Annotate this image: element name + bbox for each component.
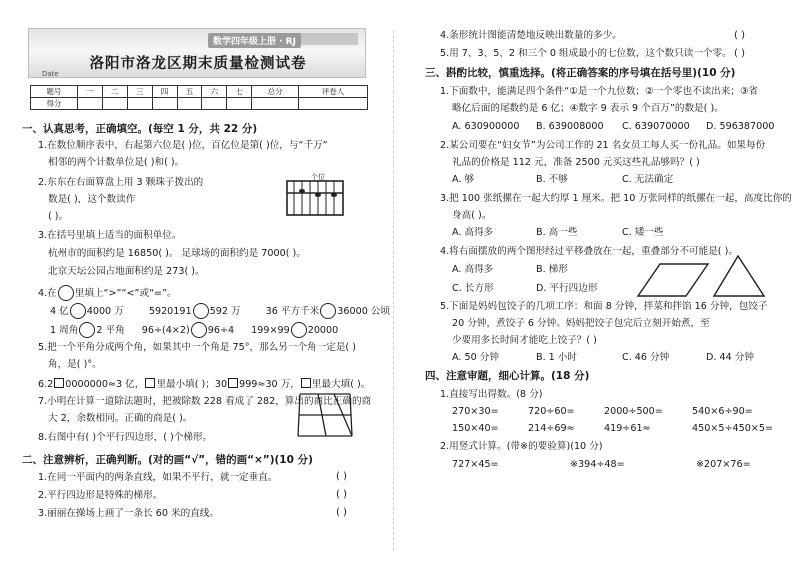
- judge-item-2: 2.平行四边形是特殊的梯形。: [38, 490, 163, 501]
- score-table: [30, 85, 368, 110]
- score-cell: 六: [202, 86, 227, 98]
- oral-calc-item: 419÷61≈: [604, 423, 651, 434]
- question-text: 把一个平角分成两个角，如果其中一个角是 75°，那么另一个角一定是( ): [47, 342, 356, 353]
- choice-q3-option-c[interactable]: C. 矮一些: [622, 227, 664, 238]
- question-number: 7.: [38, 396, 48, 407]
- vertical-calc-item: ※207×76=: [696, 459, 751, 470]
- choice-q4: 4.将右面摆放的两个图形经过平移叠放在一起，重叠部分不可能是( )。: [440, 246, 738, 257]
- question-number: 8.: [38, 432, 48, 443]
- compare-circle-icon[interactable]: [320, 303, 336, 319]
- question-number: 1.: [38, 140, 48, 151]
- exam-title: 洛阳市洛龙区期末质量检测试卷: [89, 56, 307, 72]
- judge-answer-4[interactable]: ( ): [734, 30, 745, 41]
- question-text: 在数位顺序表中，右起第六位是( )位，百亿位是第( )位，与“千万”: [47, 140, 328, 151]
- q1-2-line3: ( )。: [48, 211, 69, 222]
- score-input-cell[interactable]: [299, 98, 368, 110]
- choice-q1-option-c[interactable]: C. 639070000: [622, 121, 690, 132]
- score-cell: 题号: [31, 86, 78, 98]
- date-label: Date: [42, 70, 59, 78]
- choice-q5-option-b[interactable]: B. 1 小时: [536, 352, 578, 363]
- score-input-cell[interactable]: [152, 98, 177, 110]
- calc-q2: 2.用竖式计算。(带※的要验算)(10 分): [440, 441, 603, 452]
- column-divider: [393, 30, 394, 550]
- q1-2: [38, 177, 203, 189]
- question-number: 2.: [38, 177, 48, 188]
- choice-q1: 1.下面数中，能满足四个条件“①是一个九位数；②一个零也不读出来；③省: [440, 86, 759, 97]
- choice-q1-option-a[interactable]: A. 630900000: [452, 121, 520, 132]
- choice-q2-option-a[interactable]: A. 够: [452, 174, 475, 185]
- q1-7-line2: 大 2，余数相同。正确的商是( )。: [48, 413, 193, 424]
- compare-circle-icon: [58, 285, 74, 301]
- score-cell: 一: [77, 86, 102, 98]
- choice-q1-line2: 略亿后面的尾数约是 6 亿；④数字 9 表示 9 个百万”的数是( )。: [452, 103, 724, 114]
- abacus-units-label: 个位: [311, 173, 325, 181]
- compare-circle-icon[interactable]: [193, 303, 209, 319]
- shapes-figure: [630, 252, 770, 300]
- choice-q4-option-a[interactable]: A. 高得多: [452, 264, 494, 275]
- choice-q2-line2: 礼品的价格是 112 元，准备 2500 元买这些礼品够吗？( ): [452, 157, 700, 168]
- choice-q5-option-c[interactable]: C. 46 分钟: [622, 352, 670, 363]
- choice-q4-option-c[interactable]: C. 长方形: [452, 283, 494, 294]
- judge-item-3: 3.丽丽在操场上画了一条长 60 米的直线。: [38, 508, 219, 519]
- q1-1: [38, 140, 328, 152]
- judge-item-1: 1.在同一平面内的两条直线，如果不平行，就一定垂直。: [38, 472, 278, 483]
- choice-q3-option-b[interactable]: B. 高一些: [536, 227, 578, 238]
- vertical-calc-item: ※394÷48=: [570, 459, 625, 470]
- score-cell: 三: [127, 86, 152, 98]
- score-table-score-row: [31, 98, 368, 110]
- edition-tag: 数学四年级上册 · RJ: [208, 33, 301, 48]
- q1-2-line2: 数是( )，这个数读作: [48, 194, 136, 205]
- q1-4: 4.在 里填上“>”“<”或“=”。: [38, 285, 177, 301]
- question-text: 东东在右面算盘上用 3 颗珠子拨出的: [47, 177, 204, 188]
- section1-title: 一、认真思考，正确填空。(每空 1 分，共 22 分): [22, 123, 258, 135]
- choice-q2: 2.某公司要在“妇女节”为公司工作的 21 名女员工每人买一份礼品。如果每份: [440, 140, 766, 151]
- blank-box-icon[interactable]: [228, 378, 238, 388]
- judge-item-4: 4.条形统计图能清楚地反映出数量的多少。: [440, 30, 622, 41]
- oral-calc-item: 150×40=: [452, 423, 499, 434]
- q1-4-row2: 1 周角 2 平角 96÷(4×2) 96÷4 199×99 20000: [50, 322, 338, 339]
- compare-circle-icon[interactable]: [79, 322, 95, 338]
- choice-q4-option-d[interactable]: D. 平行四边形: [536, 283, 598, 294]
- judge-answer-2[interactable]: ( ): [336, 489, 347, 500]
- score-cell: 四: [152, 86, 177, 98]
- score-input-cell[interactable]: [202, 98, 227, 110]
- judge-answer-3[interactable]: ( ): [336, 507, 347, 518]
- score-cell: 七: [227, 86, 252, 98]
- question-number: 6.: [38, 379, 48, 390]
- choice-q5: 5.下面是妈妈包饺子的几项工序：和面 8 分钟，拌菜和拌馅 16 分钟，包饺子: [440, 301, 768, 312]
- judge-answer-5[interactable]: ( ): [734, 48, 745, 59]
- question-number: 5.: [38, 342, 48, 353]
- q1-5: [38, 342, 356, 354]
- q1-4-row1: 4 亿 4000 万 5920191 592 万 36 平方千米 36000 公顷: [50, 303, 390, 320]
- score-cell: 五: [177, 86, 202, 98]
- score-input-cell[interactable]: [77, 98, 102, 110]
- q1-3-line3: 北京天坛公园占地面积约是 273( )。: [48, 266, 205, 277]
- choice-q2-option-b[interactable]: B. 不够: [536, 174, 568, 185]
- score-table-header-row: [31, 86, 368, 98]
- q1-8: [38, 432, 212, 444]
- score-input-cell[interactable]: [177, 98, 202, 110]
- choice-q3: 3.把 100 张纸摞在一起大约厚 1 厘米。把 10 万张同样的纸摞在一起，高度比你的: [440, 193, 792, 204]
- blank-box-icon: [301, 378, 311, 388]
- blank-box-icon[interactable]: [54, 378, 64, 388]
- oral-calc-item: 540×6÷90=: [692, 406, 753, 417]
- oral-calc-item: 214÷69≈: [528, 423, 575, 434]
- edition-tag-smudge: [296, 33, 358, 45]
- score-input-cell[interactable]: [252, 98, 299, 110]
- q1-3-line2: 杭州市的面积约是 16850( )。 足球场的面积约是 7000( )。: [48, 248, 306, 259]
- score-cell: 二: [102, 86, 127, 98]
- blank-box-icon: [145, 378, 155, 388]
- question-text: 右图中有( )个平行四边形，( )个梯形。: [47, 432, 213, 443]
- oral-calc-item: 2000÷500=: [604, 406, 663, 417]
- score-cell: 评卷人: [299, 86, 368, 98]
- judge-answer-1[interactable]: ( ): [336, 471, 347, 482]
- section2-title: 二、注意辨析，正确判断。(对的画“√”，错的画“×”)(10 分): [22, 454, 313, 466]
- q1-1-line2: 相邻的两个计数单位是( )和( )。: [48, 157, 185, 168]
- abacus-figure: [286, 180, 344, 216]
- choice-q1-option-b[interactable]: B. 639008000: [536, 121, 604, 132]
- q1-3: [38, 230, 181, 242]
- score-input-cell[interactable]: [127, 98, 152, 110]
- question-text: 小明在计算一道除法题时，把被除数 228 看成了 282，算出的商比正确的商: [47, 396, 372, 407]
- vertical-calc-item: 727×45=: [452, 459, 499, 470]
- compare-circle-icon[interactable]: [291, 322, 307, 338]
- choice-q5-option-a[interactable]: A. 50 分钟: [452, 352, 499, 363]
- choice-q5-option-d[interactable]: D. 44 分钟: [706, 352, 754, 363]
- oral-calc-item: 720÷60=: [528, 406, 575, 417]
- parallelogram-trapezoid-figure: [296, 390, 354, 440]
- compare-circle-icon[interactable]: [70, 303, 86, 319]
- compare-circle-icon[interactable]: [191, 322, 207, 338]
- score-cell: 得分: [31, 98, 78, 110]
- choice-q2-option-c[interactable]: C. 无法确定: [622, 174, 674, 185]
- choice-q5-line2: 20 分钟，煮饺子 6 分钟。妈妈把饺子包完后立刻开始煮，至: [452, 318, 710, 329]
- oral-calc-item: 270×30=: [452, 406, 499, 417]
- score-cell: 总分: [252, 86, 299, 98]
- q1-5-line2: 角，是( )°。: [48, 359, 102, 370]
- choice-q3-line2: 身高( )。: [452, 210, 492, 221]
- section3-title: 三、斟酌比较，慎重选择。(将正确答案的序号填在括号里)(10 分): [425, 67, 736, 79]
- oral-calc-item: 450×5÷450×5=: [692, 423, 773, 434]
- choice-q4-option-b[interactable]: B. 梯形: [536, 264, 568, 275]
- score-input-cell[interactable]: [102, 98, 127, 110]
- score-input-cell[interactable]: [227, 98, 252, 110]
- choice-q5-line3: 少要用多长时间才能吃上饺子？( ): [452, 335, 597, 346]
- choice-q3-option-a[interactable]: A. 高得多: [452, 227, 494, 238]
- section4-title: 四、注意审题，细心计算。(18 分): [425, 370, 590, 382]
- judge-item-5: 5.用 7、3、5、2 和三个 0 组成最小的七位数，这个数只读一个零。: [440, 48, 732, 59]
- question-number: 3.: [38, 230, 48, 241]
- choice-q1-option-d[interactable]: D. 596387000: [706, 121, 775, 132]
- question-number: 4.: [38, 288, 48, 299]
- calc-q1: 1.直接写出得数。(8 分): [440, 389, 543, 400]
- question-text: 在括号里填上适当的面积单位。: [47, 230, 182, 241]
- q1-6: 6.2 0000000≈3 亿， 里最小填( )；30 999≈30 万， 里最大填( )。: [38, 379, 371, 390]
